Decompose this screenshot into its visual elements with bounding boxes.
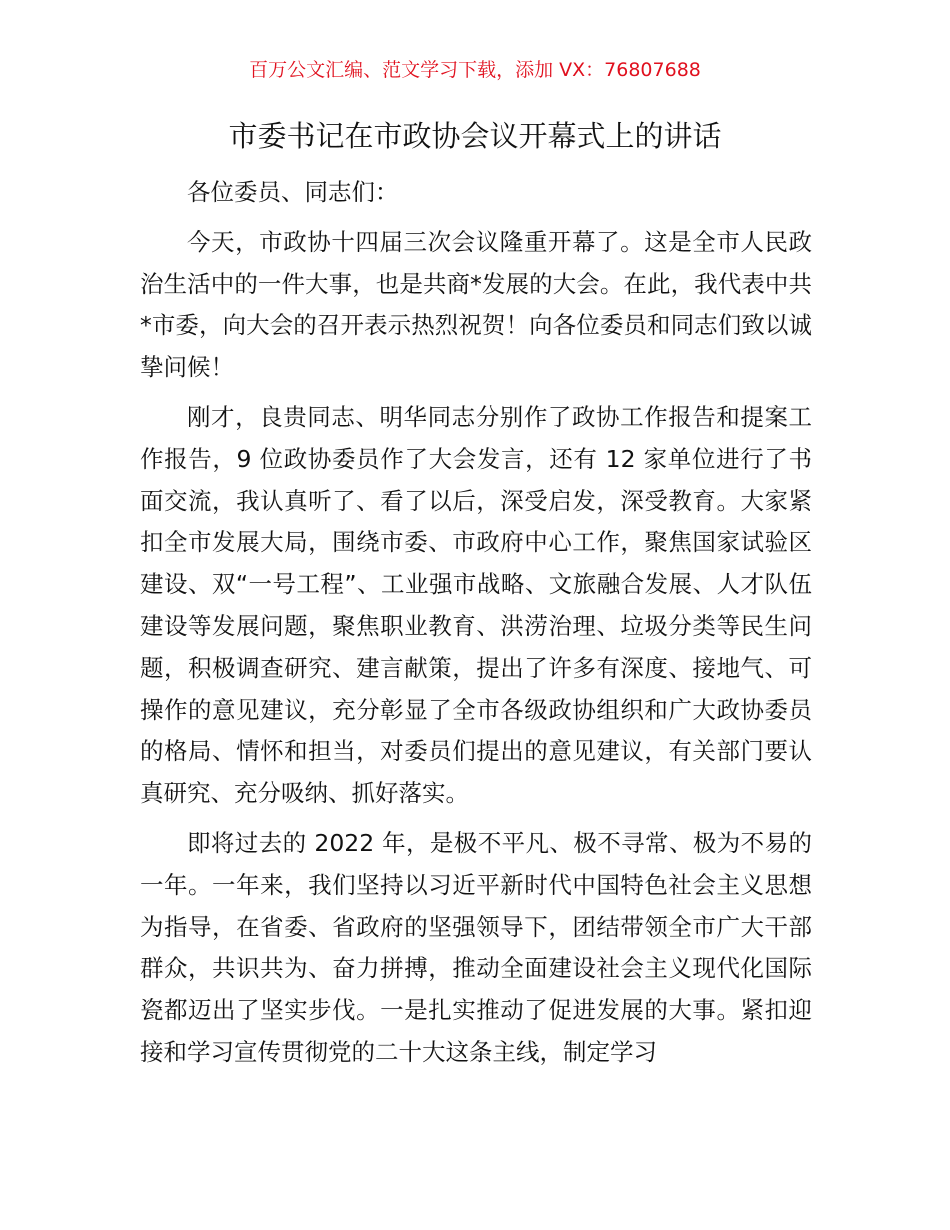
document-body (140, 172, 812, 1074)
paragraph-opening: 今天，市政协十四届三次会议隆重开幕了。这是全市人民政治生活中的一件大事，也是共商*发展的大会。在此，我代表中共*市委，向大会的召开表示热烈祝贺！向各位委员和同志们致以诚挚问候！ (140, 227, 812, 382)
paragraph-reports: 刚才，良贵同志、明华同志分别作了政协工作报告和提案工作报告，9 位政协委员作了大会发言，还有 12 家单位进行了书面交流，我认真听了、看了以后，深受启发，深受教育。大家紧扣全市发展大局，围绕市委、市政府中心工作，聚焦国家试验区建设、双“一号工程”、工业强市战略、文旅融合发展、人才队伍建设等发展问题，聚焦职业教育、洪涝治理、垃圾分类等民生问题，积极调查研究、建言献策，提出了许多有深度、接地气、可操作的意见建议，充分彰显了全市各级政协组织和广大政协委员的格局、情怀和担当，对委员们提出的意见建议，有关部门要认真研究、充分吸纳、抓好落实。 (140, 402, 812, 808)
salutation: 各位委员、同志们： (187, 178, 399, 206)
paragraph-review-2022: 即将过去的 2022 年，是极不平凡、极不寻常、极为不易的一年。一年来，我们坚持以习近平新时代中国特色社会主义思想为指导，在省委、省政府的坚强领导下，团结带领全市广大干部群众，共识共为、奋力拼搏，推动全面建设社会主义现代化国际瓷都迈出了坚实步伐。一是扎实推动了促进发展的大事。紧扣迎接和学习宣传贯彻党的二十大这条主线，制定学习 (140, 828, 812, 1066)
download-watermark-header: 百万公文汇编、范文学习下载，添加 VX：76807688 (249, 59, 701, 81)
page-title: 市委书记在市政协会议开幕式上的讲话 (228, 119, 722, 153)
